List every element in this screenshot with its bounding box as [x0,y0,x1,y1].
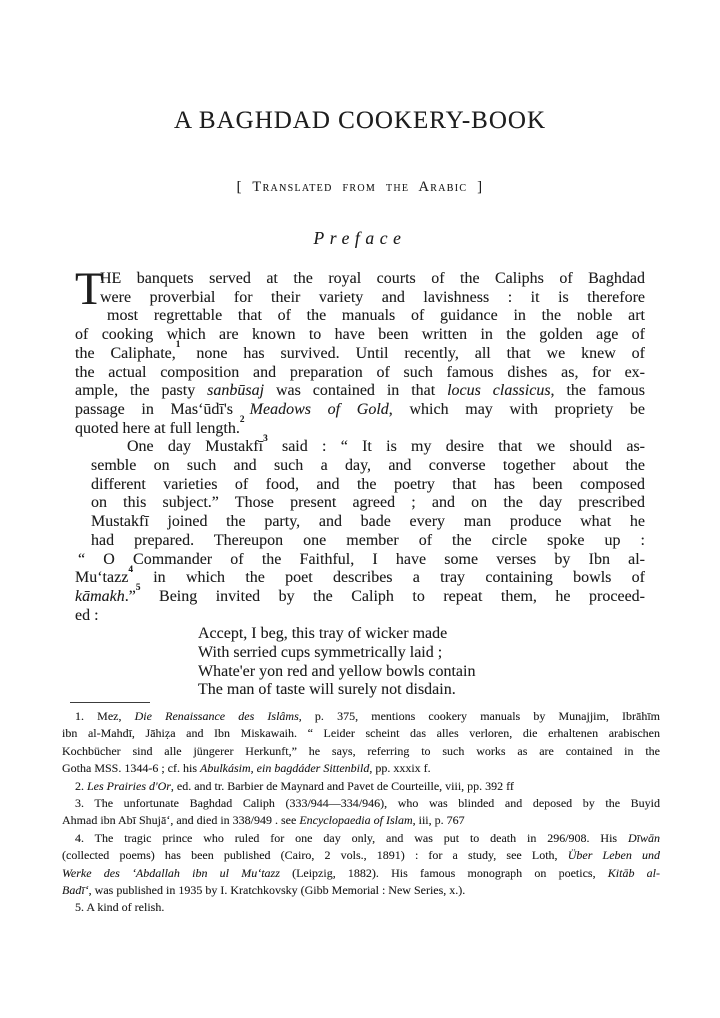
text-line: (collected poems) has been published (Cairo, 2 vols., 1891) : for a study, see Loth, Über Leben und [62,848,660,863]
footnote-divider [70,702,150,703]
text-line: Ahmad ibn Abī Shujā‘, and died in 338/949 . see Encyclopaedia of Islam, iii, p. 767 [62,813,465,828]
section-heading: Preface [313,228,407,248]
text-line: passage in Mas‘ūdī's Meadows of Gold, which may with propriety be [75,400,646,418]
text-line: were proverbial for their variety and lavishness : it is therefore [100,288,645,306]
page-title: A BAGHDAD COOKERY-BOOK [173,107,547,134]
text-line: Kochbücher sind alle jüngerer Herkunft,” he says, referring to such works as are contained in the [62,743,660,758]
text-line: the Caliphate,$^1$ none has survived. Until recently, all that we knew of [75,340,645,362]
text-line: Accept, I beg, this tray of wicker made [198,625,448,643]
paragraph-anecdote [75,433,646,625]
text-line: different varieties of food, and the poetry that has been composed [91,475,645,493]
text-line: 3. The unfortunate Baghdad Caliph (333/944—334/946), who was blinded and deposed by the Buyid [75,796,660,811]
text-line: 2. Les Prairies d'Or, ed. and tr. Barbier de Maynard and Pavet de Courteille, viii, pp. 392 ff [75,778,514,793]
text-line: Werke des ‘Abdallah ibn ul Mu‘tazz (Leipzig, 1882). His famous monograph on poetics, Kitāb al- [62,865,660,880]
text-line: HE banquets served at the royal courts of the Caliphs of Baghdad [100,270,645,287]
text-line: Mustakfī joined the party, and bade every man produce what he [91,513,645,531]
text-line: kāmakh.”$^5$ Being invited by the Caliph to repeat them, he proceed- [75,583,645,605]
text-line: Gotha MSS. 1344-6 ; cf. his Abulkásim, ein bagdáder Sittenbild, pp. xxxix f. [62,761,431,776]
text-line: 5. A kind of relish. [75,900,165,915]
text-line: One day Mustakfī$^3$ said : “ It is my desire that we should as- [127,433,646,456]
footnote-5 [62,899,660,916]
drop-cap-initial: T [75,263,104,315]
text-line: Mu‘tazz$^4$ in which the poet describes a tray containing bowls of [75,564,645,587]
text-line: most regrettable that of the manuals of guidance in the noble art [107,307,645,325]
paragraph-opening [75,263,646,438]
text-line: “ O Commander of the Faithful, I have some verses by Ibn al- [78,550,645,568]
text-line: semble on such and such a day, and converse together about the [91,457,645,475]
text-line: ed : [75,606,99,624]
footnote-2 [62,778,660,795]
verse-quotation [198,625,645,700]
body-text [75,263,646,700]
text-line: With serried cups symmetrically laid ; [198,644,443,662]
page-subtitle: [ Translated from the Arabic ] [236,179,484,195]
text-line: The man of taste will surely not disdain. [198,681,456,699]
text-line: 1. Mez, Die Renaissance des Islâms, p. 375, mentions cookery manuals by Munajjim, Ibrāhīm [75,709,660,723]
text-line: ample, the pasty sanbūsaj was contained in that locus classicus, the famous [75,382,646,400]
text-line: had prepared. Thereupon one member of the circle spoke up : [91,531,645,549]
text-line: the actual composition and preparation of such famous dishes as, for ex- [75,363,645,381]
footnote-1 [62,708,660,778]
text-line: on this subject.” Those present agreed ; and on the day prescribed [91,494,645,512]
paragraph-opening-lines [75,263,646,438]
text-line: quoted here at full length.$^2$ [75,415,245,437]
text-line: 4. The tragic prince who ruled for one day only, and was put to death in 296/908. His Dīwān [75,830,660,845]
text-line: Badī‘, was published in 1935 by I. Kratchkovsky (Gibb Memorial : New Series, x.). [62,883,466,898]
footnote-3 [62,795,660,830]
text-line: ibn al-Mahdī, Jāhiẓa and Ibn Miskawaih. “ Leider scheint das alles verloren, die erhaltenen arabischen [62,726,660,741]
text-line: of cooking which are known to have been written in the golden age of [75,326,645,344]
footnotes-section [62,708,660,917]
text-line: Whate'er yon red and yellow bowls contain [198,662,476,680]
footnote-4 [62,830,660,900]
